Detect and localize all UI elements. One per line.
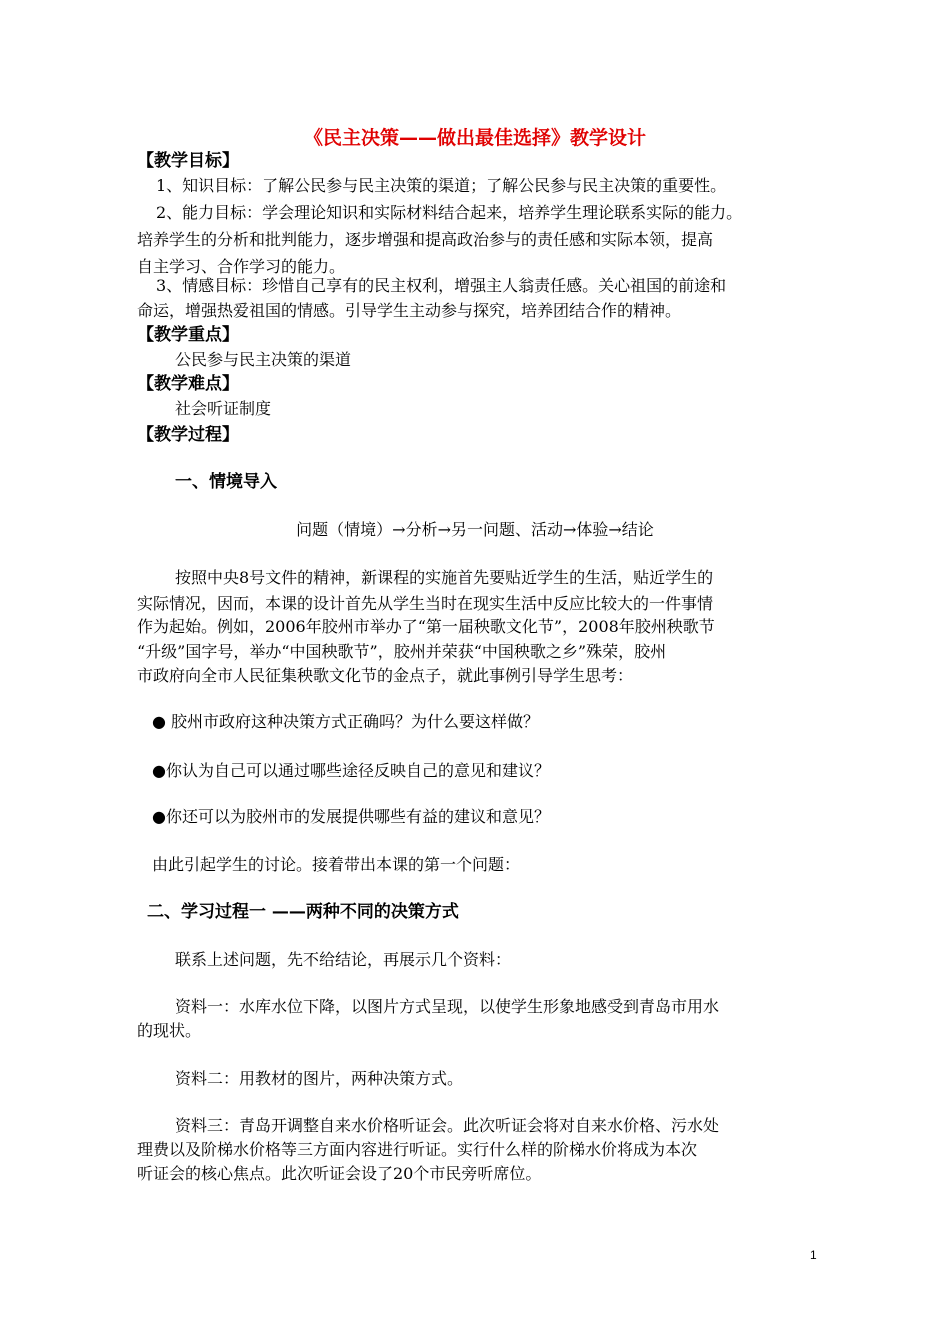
paragraph-line: 联系上述问题，先不给结论，再展示几个资料： [175, 950, 512, 969]
material-line: 理费以及阶梯水价格等三方面内容进行听证。实行什么样的阶梯水价将成为本次 [137, 1140, 698, 1159]
flow-line: 问题（情境）→分析→另一问题、活动→体验→结论 [296, 520, 654, 539]
paragraph-line: 市政府向全市人民征集秧歌文化节的金点子，就此事例引导学生思考： [137, 666, 634, 685]
question-item: ● 胶州市政府这种决策方式正确吗？为什么要这样做？ [152, 712, 540, 731]
key-point-text: 公民参与民主决策的渠道 [175, 350, 352, 369]
objective-line: 培养学生的分析和批判能力，逐步增强和提高政治参与的责任感和实际本领，提高 [137, 230, 714, 249]
material-line: 资料二：用教材的图片，两种决策方式。 [175, 1069, 464, 1088]
material-line: 资料三：青岛开调整自来水价格听证会。此次听证会将对自来水价格、污水处 [175, 1116, 720, 1135]
document-title: 《民主决策——做出最佳选择》教学设计 [303, 127, 646, 149]
paragraph-line: “升级”国字号，举办“中国秧歌节”，胶州并荣获“中国秧歌之乡”殊荣，胶州 [137, 642, 667, 661]
objectives-heading: 【教学目标】 [137, 151, 239, 171]
difficulty-text: 社会听证制度 [175, 399, 272, 418]
objective-line: 自主学习、合作学习的能力。 [137, 257, 346, 276]
paragraph-line: 由此引起学生的讨论。接着带出本课的第一个问题： [152, 855, 521, 874]
material-line: 的现状。 [137, 1021, 202, 1040]
question-item: ●你认为自己可以通过哪些途径反映自己的意见和建议？ [152, 761, 550, 780]
paragraph-line: 实际情况，因而，本课的设计首先从学生当时在现实生活中反应比较大的一件事情 [137, 594, 714, 613]
objective-line: 1、知识目标：了解公民参与民主决策的渠道；了解公民参与民主决策的重要性。 [156, 176, 727, 195]
material-line: 资料一：水库水位下降，以图片方式呈现，以使学生形象地感受到青岛市用水 [175, 997, 720, 1016]
material-line: 听证会的核心焦点。此次听证会设了20个市民旁听席位。 [137, 1164, 542, 1183]
page-number: 1 [810, 1248, 817, 1262]
objective-line: 3、情感目标：珍惜自己享有的民主权利，增强主人翁责任感。关心祖国的前途和 [156, 276, 727, 295]
difficulty-heading: 【教学难点】 [137, 374, 239, 394]
section-heading: 一、情境导入 [175, 472, 277, 492]
question-item: ●你还可以为胶州市的发展提供哪些有益的建议和意见？ [152, 807, 550, 826]
section-heading: 二、学习过程一 ——两种不同的决策方式 [147, 902, 459, 922]
paragraph-line: 作为起始。例如，2006年胶州市举办了“第一届秧歌文化节”，2008年胶州秧歌节 [137, 617, 715, 636]
objective-line: 2、能力目标：学会理论知识和实际材料结合起来，培养学生理论联系实际的能力。 [156, 203, 743, 222]
key-point-heading: 【教学重点】 [137, 325, 239, 345]
paragraph-line: 按照中央8号文件的精神，新课程的实施首先要贴近学生的生活，贴近学生的 [175, 568, 714, 587]
process-heading: 【教学过程】 [137, 425, 239, 445]
objective-line: 命运，增强热爱祖国的情感。引导学生主动参与探究，培养团结合作的精神。 [137, 301, 682, 320]
